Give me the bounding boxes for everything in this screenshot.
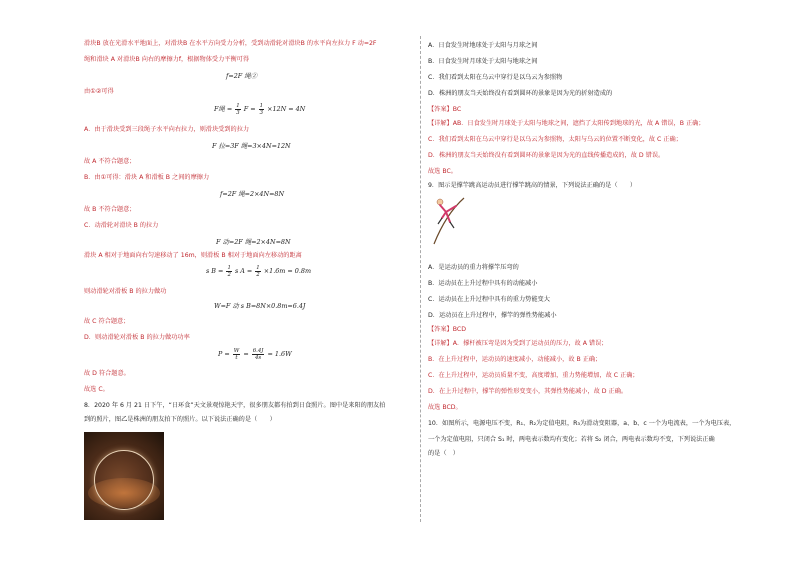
q9-answer: 【答案】BCD (428, 326, 466, 333)
solar-eclipse-photo (84, 432, 164, 520)
equation: f=2F 绳② (226, 72, 258, 80)
option-a-text: A．由于滑块受到三段绳子水平向右拉力，则滑块受到的拉力 (84, 126, 250, 133)
option-b-text: B．由①可得：滑块 A 和滑板 B 之间的摩擦力 (84, 174, 210, 181)
answer-selection: 故选 C。 (84, 386, 109, 393)
q8-option-b: B．日食发生时月球处于太阳与地球之间 (428, 58, 538, 65)
fraction (235, 103, 240, 116)
question-9-text: 9．图示是撑竿跳高运动员进行撑竿跳高的情景，下列说法正确的是（ ） (428, 182, 637, 189)
numerator: 6.4J (252, 347, 264, 354)
q9-option-a: A．是运动员的重力将撑竿压弯的 (428, 264, 519, 271)
q8-option-d: D．株洲的朋友当天始终没有看到圆环的景象是因为光的折射造成的 (428, 90, 613, 97)
fraction (259, 103, 264, 116)
equation (218, 346, 292, 362)
athlete-body-icon (440, 205, 456, 222)
numerator: 1 (256, 264, 260, 271)
option-c-text-2: 滑块 A 相对于地面向右匀速移动了 16m，则滑板 B 相对于地面向左移动的距离 (84, 252, 302, 259)
q9-selection: 故选 BCD。 (428, 404, 462, 411)
denominator: 2 (256, 271, 260, 278)
denominator: 3 (236, 109, 240, 116)
q9-option-d: D．运动员在上升过程中，撑竿的弹性势能减小 (428, 312, 557, 319)
text-line: 由①②可得 (84, 88, 114, 95)
fraction (255, 265, 260, 278)
column-divider (420, 36, 421, 522)
question-8-text-2: 到的照片，图乙是株洲的朋友拍下的照片。以下说法正确的是（ ） (84, 416, 276, 423)
option-c-text-3: 则动滑轮对滑板 B 的拉力做功 (84, 288, 167, 295)
equation: W=F 动 s B=8N×0.8m=6.4J (214, 302, 306, 310)
eq-part: ×1.6m = 0.8m (263, 267, 311, 275)
equation: f=2F 绳=2×4N=8N (220, 190, 285, 198)
q8-option-c: C．我们看到太阳在乌云中穿行是以乌云为参照物 (428, 74, 563, 81)
option-c-verdict: 故 C 符合题意； (84, 318, 130, 325)
text-line: 绳和滑块 A 对滑块B 向右的摩擦力f，根据物体受力平衡可得 (84, 56, 250, 63)
denominator: 4s (255, 354, 262, 361)
numerator: W (233, 347, 240, 354)
equation: F 拉=3F 绳=3×4N=12N (212, 142, 291, 150)
q8-option-a: A．日食发生时地球处于太阳与月球之间 (428, 42, 538, 49)
eq-part: = 1.6W (267, 350, 292, 358)
question-8-text: 8．2020 年 6 月 21 日下午，“日环食”天文景观惊艳天宇，很多朋友都有拍到日食照片。图中是来阳的朋友拍 (84, 402, 386, 409)
question-10-text: 10．如图所示，电源电压不变，R₁、R₂为定值电阻，R₃为滑动变阻器，a、b、c 一个为电流表，一个为电压表， (428, 420, 736, 427)
fraction (252, 348, 265, 361)
denominator: t (235, 354, 238, 361)
fraction (233, 348, 241, 361)
q8-selection: 故选 BC。 (428, 168, 457, 175)
numerator: 1 (227, 264, 231, 271)
q8-answer: 【答案】BC (428, 106, 462, 113)
denominator: 2 (227, 271, 231, 278)
q8-explanation: C．我们看到太阳在乌云中穿行是以乌云为参照物，太阳与乌云的位置不断变化，故 C 正确； (428, 136, 682, 143)
question-10-text-3: 的是（ ） (428, 450, 459, 457)
question-10-text-2: 一个为定值电阻，只闭合 S₁ 时，两电表示数均有变化；若将 S₂ 闭合，两电表示数均不变，下列说法正确 (428, 436, 715, 443)
eclipse-ring (94, 450, 154, 510)
q9-option-b: B．运动员在上升过程中具有的动能减小 (428, 280, 538, 287)
eq-part: = (243, 350, 249, 358)
pole-vault-illustration (428, 194, 468, 246)
option-a-verdict: 故 A 不符合题意； (84, 158, 136, 165)
eq-part: F绳 = (214, 105, 233, 113)
denominator: 3 (259, 109, 264, 116)
option-d-text: D．则动滑轮对滑板 B 的拉力做功功率 (84, 334, 190, 341)
q9-explanation: C．在上升过程中，运动员质量不变，高度增加，重力势能增加，故 C 正确； (428, 372, 639, 379)
option-b-verdict: 故 B 不符合题意； (84, 206, 136, 213)
option-d-verdict: 故 D 符合题意。 (84, 370, 130, 377)
eq-part: s A = (234, 267, 253, 275)
q9-explanation: D．在上升过程中，撑竿的弹性形变变小，其弹性势能减小，故 D 正确。 (428, 388, 628, 395)
eq-part: ×12N = 4N (267, 105, 306, 113)
eq-part: F = (243, 105, 256, 113)
numerator: 1 (236, 102, 240, 109)
option-c-text: C．动滑轮对滑块 B 的拉力 (84, 222, 159, 229)
equation (214, 102, 305, 116)
fraction (226, 265, 231, 278)
eq-part: s B = (206, 267, 224, 275)
q8-explanation: D．株洲的朋友当天始终没有看到圆环的景象是因为光的直线传播造成的，故 D 错误。 (428, 152, 665, 159)
q8-explanation: 【详解】AB．日食发生时月球处于太阳与地球之间，遮挡了太阳传到地球的光，故 A 错误，B 正确； (428, 120, 705, 127)
numerator: 1 (259, 102, 264, 109)
equation: F 动=2F 绳=2×4N=8N (216, 238, 291, 246)
text-line: 滑块B 放在光滑水平地面上，对滑块B 在水平方向受力分析，受到动滑轮对滑块B 的水平向左拉力 F 动=2F (84, 40, 377, 47)
q9-explanation: 【详解】A．撑杆被压弯是因为受到了运动员的压力，故 A 错误； (428, 340, 608, 347)
equation (206, 264, 311, 278)
q9-option-c: C．运动员在上升过程中具有的重力势能变大 (428, 296, 550, 303)
q9-explanation: B．在上升过程中，运动员的速度减小，动能减小，故 B 正确； (428, 356, 602, 363)
eq-part: P = (218, 350, 230, 358)
